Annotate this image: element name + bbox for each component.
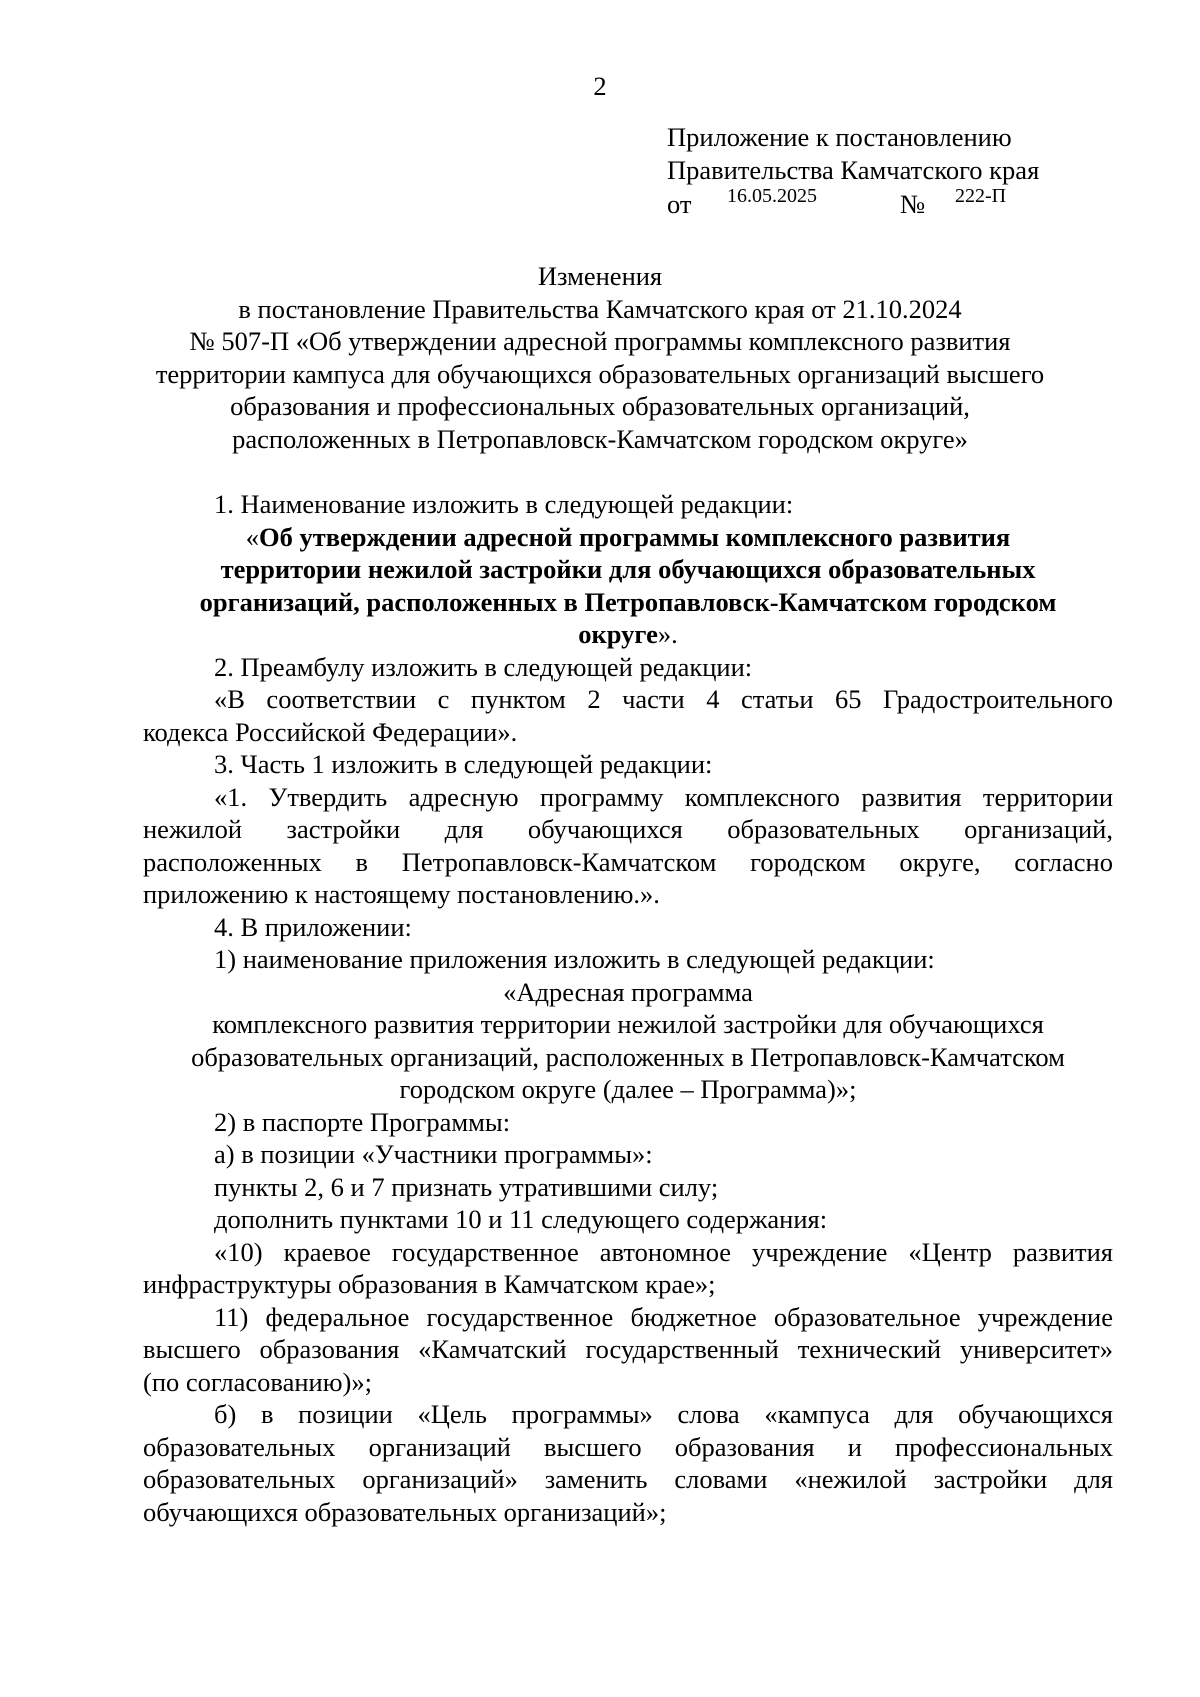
item-4-2: 2) в паспорте Программы: (214, 1106, 511, 1137)
item-b-line-4: обучающихся образовательных организаций»; (143, 1496, 667, 1527)
program-name-line: «Адресная программа (503, 976, 753, 1007)
item-b-line-1: б) в позиции «Цель программы» слова «кампуса для обучающихся (214, 1399, 1113, 1429)
item-3: 3. Часть 1 изложить в следующей редакции: (214, 749, 713, 779)
new-name-line-4 (143, 618, 1113, 651)
title-line: расположенных в Петропавловск-Камчатском городском округе» (232, 423, 968, 454)
title-line: образования и профессиональных образовательных организаций, (230, 391, 970, 421)
item-a: а) в позиции «Участники программы»: (214, 1139, 653, 1169)
new-name-block (143, 521, 1113, 651)
new-name-text: округе (578, 619, 658, 649)
resolution-date: 16.05.2025 (727, 185, 817, 207)
program-name-line: городском округе (далее – Программа)»; (399, 1074, 857, 1104)
item-a-1: пункты 2, 6 и 7 признать утратившими силу; (214, 1171, 719, 1202)
resolution-meta (667, 186, 1039, 222)
point-10-line-2: инфраструктуры образования в Камчатском крае»; (143, 1269, 716, 1299)
item-b-line-3: образовательных организаций» заменить словами «нежилой застройки для (143, 1464, 1113, 1494)
open-quote: « (245, 521, 259, 552)
document-title (100, 260, 1100, 455)
title-line: № 507-П «Об утверждении адресной программы комплексного развития (189, 326, 1011, 356)
program-name-line: образовательных организаций, расположенных в Петропавловск-Камчатском (191, 1041, 1065, 1072)
item-2: 2. Преамбулу изложить в следующей редакции: (214, 651, 753, 682)
from-label: от (667, 189, 692, 219)
new-name-line-3: организаций, расположенных в Петропавловск-Камчатском городском (199, 586, 1057, 617)
new-name-line-2: территории нежилой застройки для обучающихся образовательных (220, 554, 1036, 584)
item-a-2: дополнить пунктами 10 и 11 следующего содержания: (214, 1204, 828, 1234)
close-quote: ». (657, 619, 678, 649)
number-label: № (900, 189, 926, 219)
point-11-line-3: (по согласованию)»; (143, 1366, 372, 1397)
point-11-line-2: высшего образования «Камчатский государственный технический университет» (143, 1334, 1113, 1364)
preamble-line-1: «В соответствии с пунктом 2 части 4 статьи 65 Градостроительного (214, 684, 1113, 714)
item-4: 4. В приложении: (214, 911, 412, 942)
title-line: территории кампуса для обучающихся образовательных организаций высшего (155, 358, 1045, 389)
part1-line-3: расположенных в Петропавловск-Камчатском городском округе, согласно (143, 846, 1113, 877)
part1-line-4: приложению к настоящему постановлению.». (143, 879, 660, 909)
new-name-text: Об утверждении адресной программы комплексного развития (258, 521, 1011, 552)
page-number: 2 (593, 71, 607, 101)
item-b-line-2: образовательных организаций высшего образования и профессиональных (143, 1431, 1113, 1462)
title-line: в постановление Правительства Камчатского края от 21.10.2024 (238, 293, 962, 324)
item-1: 1. Наименование изложить в следующей редакции: (214, 489, 794, 519)
part1-line-2: нежилой застройки для обучающихся образовательных организаций, (143, 814, 1113, 844)
program-name-block (143, 976, 1113, 1106)
appendix-line-2: Правительства Камчатского края (667, 154, 1040, 185)
preamble-line-2: кодекса Российской Федерации». (143, 716, 518, 747)
appendix-header (667, 121, 1039, 222)
document-body (143, 488, 1113, 1528)
part1-line-1: «1. Утвердить адресную программу комплексного развития территории (214, 781, 1113, 812)
point-10-line-1: «10) краевое государственное автономное учреждение «Центр развития (214, 1236, 1113, 1267)
new-name-line-1 (143, 521, 1113, 554)
item-4-1: 1) наименование приложения изложить в следующей редакции: (214, 944, 935, 974)
program-name-line: комплексного развития территории нежилой застройки для обучающихся (212, 1009, 1044, 1039)
title-heading: Изменения (537, 261, 663, 291)
resolution-number: 222-П (955, 185, 1007, 207)
point-11-line-1: 11) федеральное государственное бюджетное образовательное учреждение (214, 1301, 1113, 1332)
appendix-line-1: Приложение к постановлению (667, 122, 1012, 152)
